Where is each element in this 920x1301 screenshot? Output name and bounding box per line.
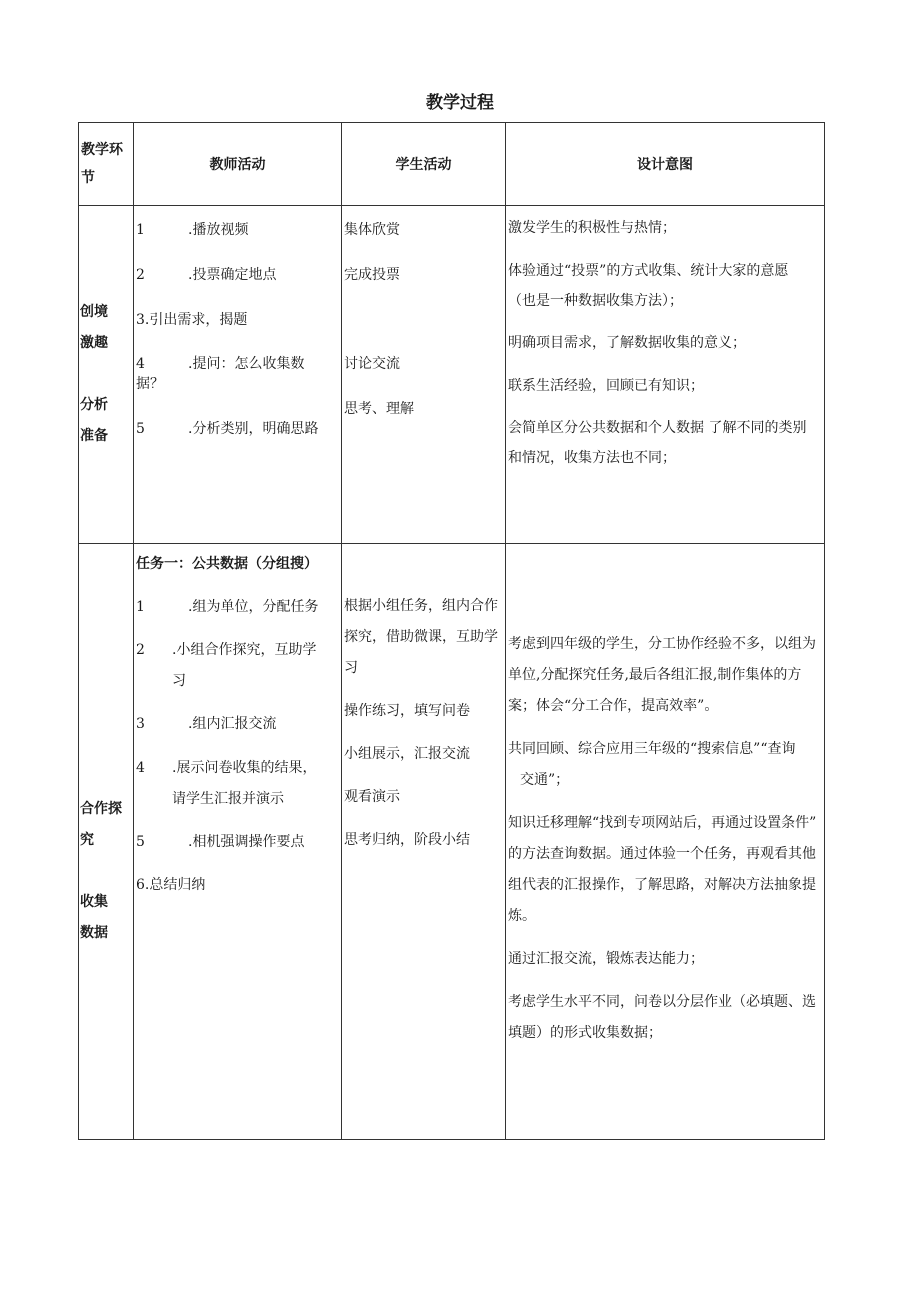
teacher-activity-cell-1	[134, 206, 342, 544]
table-row	[79, 206, 825, 544]
list-item: 5 .分析类别，明确思路	[136, 421, 319, 437]
header-teacher: 教师活动	[134, 123, 342, 206]
header-stage	[79, 123, 134, 206]
header-student: 学生活动	[342, 123, 506, 206]
list-item: 1 .播放视频	[136, 222, 249, 238]
design-intent-cell-1	[506, 206, 825, 544]
list-item: 4 .提问：怎么收集数	[136, 356, 305, 372]
student-activity-cell-2	[342, 544, 506, 1140]
design-line: （也是一种数据收集方法）；	[508, 293, 683, 309]
stage-cell-2	[79, 544, 134, 1140]
stage-label: 准备	[80, 428, 108, 444]
design-line: 会简单区分公共数据和个人数据 了解不同的类别	[508, 420, 807, 436]
design-intent-cell-2	[506, 544, 825, 1140]
header-stage-line-1: 教学环	[81, 142, 123, 158]
design-line: 的方法查询数据。通过体验一个任务，再观看其他	[508, 846, 816, 862]
list-item: 3 .组内汇报交流	[136, 716, 277, 732]
design-line: 考虑到四年级的学生，分工协作经验不多，以组为	[508, 636, 816, 652]
list-item: 习	[344, 660, 358, 676]
stage-label: 合作探	[80, 801, 122, 817]
list-item: 据？	[136, 376, 164, 392]
list-item: 思考、理解	[344, 401, 414, 417]
stage-cell-1	[79, 206, 134, 544]
list-item: 小组展示，汇报交流	[344, 746, 470, 762]
stage-label: 收集	[80, 894, 108, 910]
list-item: 思考归纳，阶段小结	[344, 832, 470, 848]
design-line: 炼。	[508, 908, 536, 924]
list-item: 请学生汇报并演示	[172, 791, 284, 807]
list-item: 操作练习，填写问卷	[344, 703, 470, 719]
design-line: 考虑学生水平不同，问卷以分层作业（必填题、选	[508, 994, 816, 1010]
design-line: 组代表的汇报操作，了解思路，对解决方法抽象提	[508, 877, 816, 893]
list-item: 集体欣赏	[344, 222, 400, 238]
header-design: 设计意图	[506, 123, 825, 206]
list-item: 2 .小组合作探究，互助学	[136, 642, 317, 658]
design-line: 明确项目需求，了解数据收集的意义；	[508, 335, 746, 351]
list-item: 探究，借助微课，互助学	[344, 629, 498, 645]
page-title: 教学过程	[426, 93, 494, 113]
design-line: 案；体会“分工合作，提高效率”。	[508, 698, 719, 714]
list-item: 3.引出需求，揭题	[136, 312, 248, 328]
design-line: 联系生活经验，回顾已有知识；	[508, 378, 704, 394]
design-line: 体验通过“投票”的方式收集、统计大家的意愿	[508, 263, 789, 279]
table-header-row	[79, 123, 825, 206]
list-item: 完成投票	[344, 267, 400, 283]
lesson-process-table	[78, 122, 825, 1140]
list-item: 5 .相机强调操作要点	[136, 834, 305, 850]
list-item: 习	[172, 673, 186, 689]
list-item: 根据小组任务，组内合作	[344, 598, 498, 614]
list-item: 观看演示	[344, 789, 400, 805]
task-title: 任务一：公共数据（分组搜）	[136, 556, 318, 572]
design-line: 交通”；	[520, 772, 570, 788]
stage-label: 创境	[80, 304, 108, 320]
list-item: 讨论交流	[344, 356, 400, 372]
design-line: 激发学生的积极性与热情；	[508, 220, 676, 236]
stage-label: 激趣	[80, 335, 108, 351]
student-activity-cell-1	[342, 206, 506, 544]
list-item: 2 .投票确定地点	[136, 267, 277, 283]
list-item: 6.总结归纳	[136, 877, 206, 893]
design-line: 单位,分配探究任务,最后各组汇报,制作集体的方	[508, 667, 802, 683]
table-row	[79, 544, 825, 1140]
design-line: 通过汇报交流，锻炼表达能力；	[508, 951, 704, 967]
stage-label: 分析	[80, 397, 108, 413]
list-item: 4 .展示问卷收集的结果，	[136, 760, 317, 776]
design-line: 共同回顾、综合应用三年级的“搜索信息”“查询	[508, 741, 796, 757]
design-line: 知识迁移理解“找到专项网站后，再通过设置条件”	[508, 815, 817, 831]
design-line: 和情况，收集方法也不同；	[508, 450, 676, 466]
stage-label: 究	[80, 832, 94, 848]
list-item: 1 .组为单位，分配任务	[136, 599, 319, 615]
stage-label: 数据	[80, 925, 108, 941]
header-stage-line-2: 节	[81, 170, 95, 186]
teacher-activity-cell-2	[134, 544, 342, 1140]
design-line: 填题）的形式收集数据；	[508, 1025, 662, 1041]
